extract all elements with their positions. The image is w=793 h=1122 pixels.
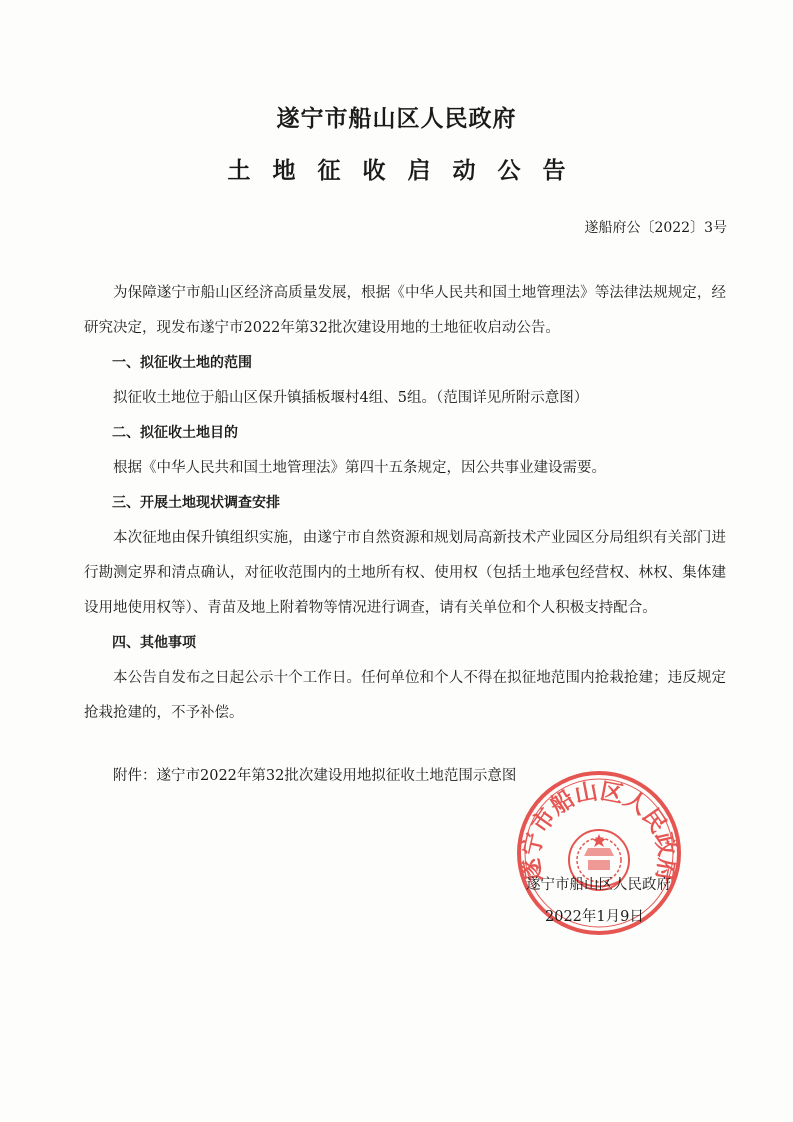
notice-title: 土地征收启动公告 [227,158,588,184]
document-body [84,276,726,794]
section-heading-2: 二、拟征收土地目的 [112,425,238,441]
section-heading-3: 三、开展土地现状调查安排 [112,495,280,511]
issuer-signature: 遂宁市船山区人民政府 [526,877,671,893]
seal-text: 遂宁市船山区人民政府 [518,778,680,884]
issue-date: 2022年1月9日 [545,909,644,925]
issuer-title: 遂宁市船山区人民政府 [276,106,517,132]
attachment-line: 附件：遂宁市2022年第32批次建设用地拟征收土地范围示意图 [113,768,517,784]
section-text-1: 拟征收土地位于船山区保升镇插板堰村4组、5组。（范围详见所附示意图） [113,390,589,406]
intro-paragraph: 为保障遂宁市船山区经济高质量发展，根据《中华人民共和国土地管理法》等法律法规规定，经研究决定，现发布遂宁市2022年第32批次建设用地的土地征收启动公告。 [84,285,726,336]
section-heading-4: 四、其他事项 [112,635,196,651]
document-number: 遂船府公〔2022〕3号 [584,220,727,236]
section-heading-1: 一、拟征收土地的范围 [112,355,252,371]
section-text-3: 本次征地由保升镇组织实施，由遂宁市自然资源和规划局高新技术产业园区分局组织有关部门进行勘测定界和清点确认，对征收范围内的土地所有权、使用权（包括土地承包经营权、林权、集体建设用地使用权等）、青苗及地上附着物等情况进行调查，请有关单位和个人积极支持配合。 [84,530,726,616]
section-text-4: 本公告自发布之日起公示十个工作日。任何单位和个人不得在拟征地范围内抢栽抢建；违反规定抢栽抢建的，不予补偿。 [84,670,726,721]
section-text-2: 根据《中华人民共和国土地管理法》第四十五条规定，因公共事业建设需要。 [113,460,606,476]
